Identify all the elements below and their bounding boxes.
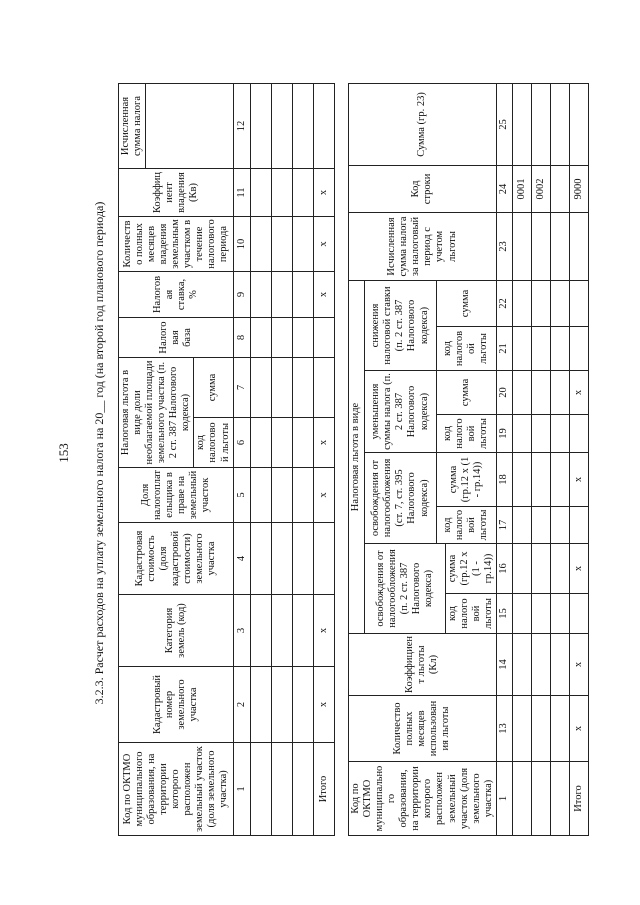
column-number: 18 — [496, 452, 512, 506]
table-row — [271, 83, 292, 835]
column-number: 7 — [233, 357, 250, 417]
total-row — [569, 83, 588, 835]
row-code — [550, 165, 569, 212]
column-number: 4 — [233, 522, 250, 594]
column-number: 20 — [496, 370, 512, 414]
header-untaxed-area-benefit: Налоговая льгота в виде доли необлагаемой площади земельного участка (п. 2 ст. 387 Налогового кодекса) — [119, 357, 194, 467]
section-heading: 3.2.3. Расчет расходов на уплату земельного налога на 20__ год (на второй год планового периода) — [92, 201, 106, 704]
header-months-owned: Количество полных месяцев владения земельным участком в течение налогового периода — [119, 216, 234, 271]
row-code: 9000 — [569, 165, 588, 212]
header-tax-with-benefit: Исчисленная сумма налога за налоговый период с учетом льготы — [349, 212, 497, 280]
land-tax-table-1 — [118, 83, 335, 836]
column-numbers-row — [233, 83, 250, 835]
header-reduction-387: уменьшения суммы налога (п. 2 ст. 387 Налогового кодекса) — [365, 370, 437, 452]
row-code: 0002 — [531, 165, 550, 212]
header-exemption-387: освобождения от налогообложения (п. 2 ст. 387 Налогового кодекса) — [365, 543, 446, 633]
column-number: 2 — [233, 666, 250, 742]
table-row — [292, 83, 313, 835]
header-cadastral-value: Кадастровая стоимость (доля кадастровой стоимости) земельного участка — [119, 522, 234, 594]
column-number: 5 — [233, 467, 250, 522]
header-row-code: Код строки — [349, 165, 497, 212]
total-cell: x — [569, 370, 588, 414]
total-cell: x — [313, 467, 334, 522]
table-row — [512, 83, 531, 835]
total-cell: x — [569, 633, 588, 695]
land-tax-table-2 — [348, 82, 589, 835]
total-cell: x — [569, 695, 588, 761]
column-number: 6 — [233, 417, 250, 467]
column-number: 22 — [496, 280, 512, 326]
column-number: 8 — [233, 317, 250, 357]
column-number: 10 — [233, 216, 250, 271]
total-cell — [569, 414, 588, 452]
column-number: 24 — [496, 165, 512, 212]
column-number: 19 — [496, 414, 512, 452]
column-number: 12 — [233, 83, 250, 168]
header-ownership-coefficient: Коэффициент владения (Кв) — [119, 168, 234, 216]
total-cell: x — [313, 216, 334, 271]
header-benefit-sum-formula: сумма (гр.12 x (1 - гр.14)) — [436, 452, 496, 506]
header-benefit-sum-formula: сумма (гр.12 x (1 - гр.14)) — [445, 543, 496, 593]
column-numbers-row — [496, 83, 512, 835]
document-page — [50, 48, 590, 858]
page-number: 153 — [56, 442, 71, 463]
header-tax-rate: Налоговая ставка, % — [119, 271, 234, 317]
total-cell — [569, 212, 588, 280]
column-number: 1 — [496, 761, 512, 835]
column-number: 15 — [496, 593, 512, 633]
total-cell — [313, 357, 334, 417]
column-number: 17 — [496, 506, 512, 543]
total-row — [313, 83, 334, 835]
row-code: 0001 — [512, 165, 531, 212]
header-oktmo: Код по ОКТМО муниципального образования, на территории которого расположен земельный участок (доля земельного участка) — [119, 742, 234, 835]
header-benefit-sum: сумма — [436, 280, 496, 326]
column-number: 9 — [233, 271, 250, 317]
header-rate-reduction-387: снижения налоговой ставки (п. 2 ст. 387 Налогового кодекса) — [365, 280, 437, 370]
header-taxpayer-share: Доля налогоплательщика в праве на земельный участок — [119, 467, 234, 522]
total-cell: x — [569, 452, 588, 506]
column-number: 16 — [496, 543, 512, 593]
header-calculated-tax-blank — [146, 83, 233, 168]
column-number: 3 — [233, 594, 250, 666]
header-benefit-code: код налоговой льготы — [436, 414, 496, 452]
header-tax-base: Налоговая база — [119, 317, 234, 357]
total-cell: x — [313, 271, 334, 317]
total-cell: x — [569, 543, 588, 593]
total-cell — [313, 522, 334, 594]
header-land-category: Категория земель (код) — [119, 594, 234, 666]
header-sum: Сумма (гр. 23) — [349, 83, 497, 165]
total-cell: x — [313, 594, 334, 666]
header-benefit-code: код налоговой льготы — [445, 593, 496, 633]
header-benefit-months: Количество полных месяцев использования льготы — [349, 695, 497, 761]
total-cell — [569, 593, 588, 633]
header-cadastral-number: Кадастровый номер земельного участка — [119, 666, 234, 742]
column-number: 13 — [496, 695, 512, 761]
total-cell: x — [313, 417, 334, 467]
column-number: 1 — [233, 742, 250, 835]
column-number: 25 — [496, 83, 512, 165]
column-number: 21 — [496, 326, 512, 370]
total-cell: x — [313, 168, 334, 216]
header-benefit-code: код налоговой льготы — [436, 326, 496, 370]
total-sum[interactable] — [569, 83, 588, 165]
header-benefit-sum: сумма — [194, 357, 233, 417]
header-calculated-tax: Исчисленная сумма налога — [119, 83, 146, 168]
total-cell — [569, 280, 588, 326]
total-cell — [313, 317, 334, 357]
header-benefit-code: код налоговой льготы — [436, 506, 496, 543]
table-row — [250, 83, 271, 835]
header-oktmo: Код по ОКТМО муниципального образования, на территории которого расположен земельный участок (доля земельного участка) — [349, 761, 497, 835]
column-number: 23 — [496, 212, 512, 280]
column-number: 14 — [496, 633, 512, 695]
total-cell — [569, 326, 588, 370]
column-number: 11 — [233, 168, 250, 216]
table-row — [550, 83, 569, 835]
header-benefit-code: код налоговой льготы — [194, 417, 233, 467]
total-cell — [569, 506, 588, 543]
total-label: Итого — [313, 742, 334, 835]
total-cell — [313, 83, 334, 168]
table-row — [531, 83, 550, 835]
header-benefit-coefficient: Коэффициент льготы (Кл) — [349, 633, 497, 695]
header-benefit-sum: сумма — [436, 370, 496, 414]
header-benefit-group: Налоговая льгота в виде — [349, 280, 365, 633]
total-cell: x — [313, 666, 334, 742]
total-label: Итого — [569, 761, 588, 835]
header-exemption-395: освобождения от налогообложения (ст. 7, ст. 395 Налогового кодекса) — [365, 452, 437, 543]
